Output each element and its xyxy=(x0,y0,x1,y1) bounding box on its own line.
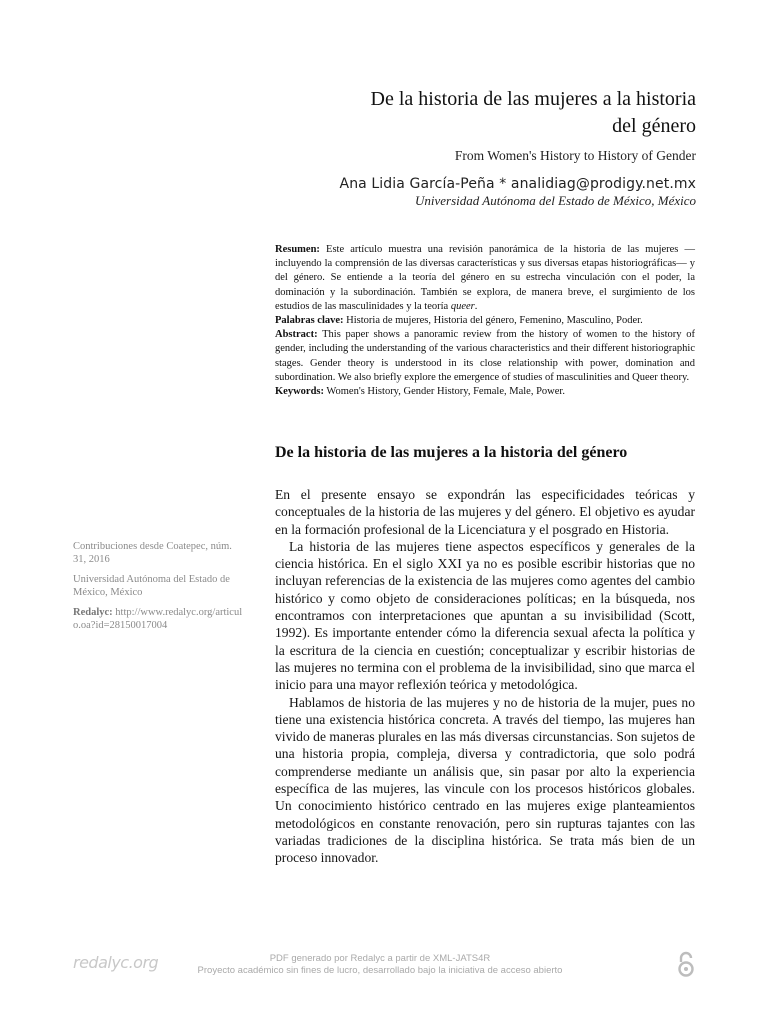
palabras-clave-paragraph xyxy=(275,314,695,328)
palabras-clave-label: Palabras clave: xyxy=(275,315,344,327)
redalyc-info xyxy=(73,607,243,632)
body-paragraph-3: Hablamos de historia de las mujeres y no de historia de la mujer, pues no tiene una existencia histórica concreta. A través del tiempo, las mujeres han vivido de maneras plurales en las más diversas circunstancias. Son sujetos de una historia propia, compleja, diversa y contradictoria, que solo podrá comprenderse mediante un análisis que, sin pasar por alto la experiencia específica de las mujeres, las vincule con los procesos históricos globales. Un conocimiento histórico centrado en las mujeres exige planteamientos metodológicos en constante renovación, pero sin rupturas tajantes con las variadas tradiciones de la disciplina histórica. Se trata más bien de un proceso innovador. xyxy=(275,694,695,866)
resumen-queer: queer xyxy=(450,300,475,312)
abstract-label: Abstract: xyxy=(275,329,318,341)
keywords-label: Keywords: xyxy=(275,386,324,398)
abstract-paragraph xyxy=(275,328,695,385)
keywords-text: Women's History, Gender History, Female, Male, Power. xyxy=(324,386,565,398)
redalyc-logo: redalyc.org xyxy=(73,953,159,972)
sidebar-metadata xyxy=(73,541,243,640)
palabras-clave-text: Historia de mujeres, Historia del género, Femenino, Masculino, Poder. xyxy=(343,315,643,327)
abstract-text: This paper shows a panoramic review from the history of women to the history of gender, including the understanding of the various characteristics and their different historiographic stages. Gender theory is understood in its close relationship with power, domination and subordination. We also briefly explore the emergence of studies of masculinities and Queer theory. xyxy=(275,329,695,383)
resumen-paragraph xyxy=(275,243,695,314)
redalyc-label: Redalyc: xyxy=(73,607,113,618)
footer-text xyxy=(180,953,580,977)
abstract-block xyxy=(275,243,695,399)
body-paragraph-2: La historia de las mujeres tiene aspectos específicos y generales de la ciencia histórica. En el siglo XXI ya no es posible escribir historias que no incluyan referencias de la existencia de las mujeres como agentes del cambio histórico y como objeto de consideraciones políticas; en la búsqueda, nos encontramos con interpretaciones que apuntan a su invisibilidad (Scott, 1992). Es importante entender cómo la diferencia sexual afecta la política y la escritura de la ciencia en cuestión; conceptualizar y escribir historias de las mujeres no termina con el problema de la invisibilidad, sino que marca el inicio para una mayor reflexión teórica y metodológica. xyxy=(275,538,695,693)
author-line: Ana Lidia García-Peña * analidiag@prodigy.net.mx xyxy=(339,176,696,192)
institution-info: Universidad Autónoma del Estado de México, México xyxy=(73,574,230,598)
body-paragraph-1: En el presente ensayo se expondrán las especificidades teóricas y conceptuales de la historia de las mujeres y del género. El objetivo es ayudar en la formación profesional de la Licenciatura y el posgrado en Historia. xyxy=(275,487,695,537)
resumen-end: . xyxy=(474,300,478,312)
body-text xyxy=(275,486,695,867)
title-line-2: del género xyxy=(612,115,696,137)
title-line-1: De la historia de las mujeres a la historia xyxy=(370,88,696,110)
footer-line-1: PDF generado por Redalyc a partir de XML-JATS4R xyxy=(269,953,491,964)
resumen-label: Resumen: xyxy=(275,244,320,255)
footer-line-2: Proyecto académico sin fines de lucro, desarrollado bajo la iniciativa de acceso abierto xyxy=(197,965,563,976)
article-title xyxy=(276,86,696,140)
resumen-text: Este artículo muestra una revisión panorámica de la historia de las mujeres —incluyendo la comprensión de las diversas características y sus diversas etapas historiográficas— y del género. Se entiende a la teoría del género en su estrecha vinculación con el poder, la dominación y la subordinación. También se explora, de manera breve, el surgimiento de los estudios de las masculinidades y la teoría xyxy=(275,244,695,312)
redalyc-link[interactable]: http://www.redalyc.org/articulo.oa?id=28150017004 xyxy=(73,607,243,631)
article-subtitle: From Women's History to History of Gender xyxy=(454,148,696,163)
author-affiliation: Universidad Autónoma del Estado de México, México xyxy=(415,193,696,208)
open-access-icon xyxy=(675,950,697,978)
section-heading: De la historia de las mujeres a la historia del género xyxy=(275,444,628,461)
keywords-paragraph xyxy=(275,385,695,399)
journal-info: Contribuciones desde Coatepec, núm. 31, 2016 xyxy=(73,541,232,565)
